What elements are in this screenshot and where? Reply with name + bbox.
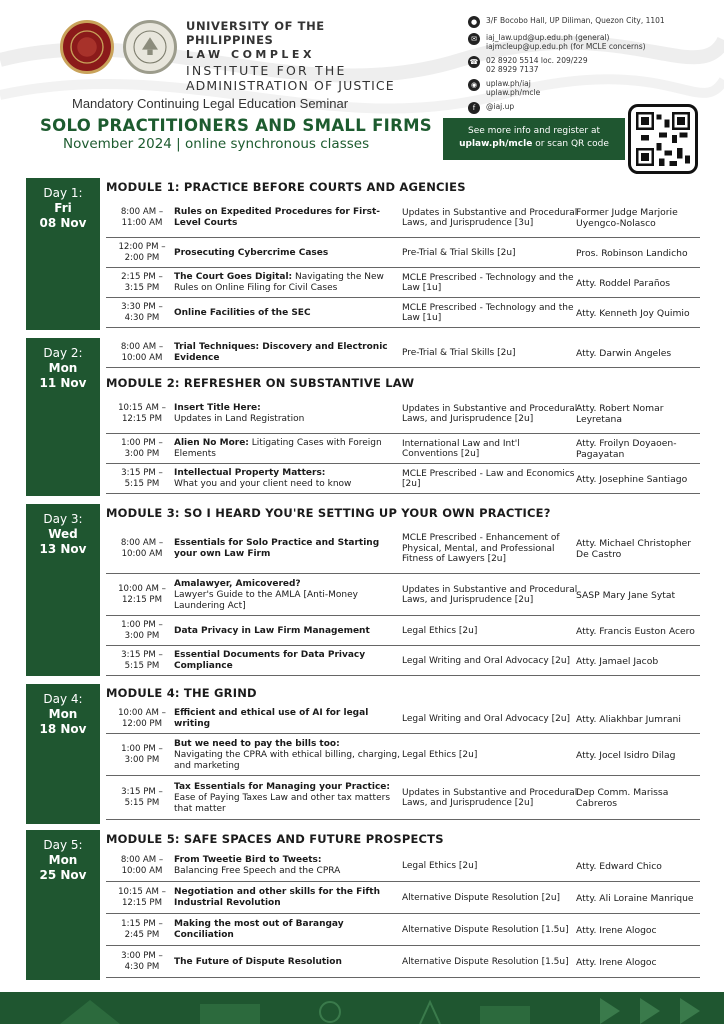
day-date: 25 Nov [39,868,87,882]
session-time: 3:15 PM – 5:15 PM [121,650,163,671]
session-credit: MCLE Prescribed - Technology and the Law [1u] [402,272,574,293]
session-credit: Legal Ethics [2u] [402,625,478,636]
footer-banner [0,992,724,1024]
session-row [106,646,700,676]
session-time: 3:15 PM – 5:15 PM [121,468,163,489]
session-row [106,198,700,238]
header [0,0,724,180]
session-title: Essentials for Solo Practice and Starting your own Law Firm [174,538,380,559]
up-seal-logo [60,20,114,74]
session-row [106,914,700,946]
session-time: 2:15 PM – 3:15 PM [121,272,163,293]
module-title: MODULE 5: SAFE SPACES AND FUTURE PROSPECTS [106,832,444,846]
session-time: 10:00 AM – 12:15 PM [118,584,166,605]
day-label [26,178,100,330]
session-speaker: Atty. Kenneth Joy Quimio [576,307,690,319]
day-weekday: Mon [48,707,78,721]
session-row [106,268,700,298]
day-label [26,684,100,824]
day-number: Day 1: [43,186,83,200]
session-title: The Court Goes Digital: Navigating the New Rules on Online Filing for Civil Cases [174,272,384,293]
session-row [106,704,700,734]
session-speaker: Atty. Roddel Paraños [576,277,671,289]
session-speaker: Atty. Edward Chico [576,860,662,872]
day-date: 11 Nov [39,376,87,390]
web-iaj[interactable]: uplaw.ph/iaj [486,79,531,88]
day-block [26,504,700,676]
session-speaker: Dep Comm. Marissa Cabreros [576,787,669,809]
session-time: 1:00 PM – 3:00 PM [121,620,163,641]
session-title: From Tweetie Bird to Tweets: Balancing Free Speech and the CPRA [174,855,341,876]
session-title: Online Facilities of the SEC [174,307,311,318]
session-title: Insert Title Here: Updates in Land Registration [174,403,305,424]
session-credit: International Law and Int'l Conventions [2u] [402,438,520,459]
footer-decoration [0,992,724,1024]
session-credit: Updates in Substantive and Procedural Laws, and Jurisprudence [3u] [402,207,578,228]
session-title: But we need to pay the bills too: Navigating the CPRA with ethical billing, charging, and marketing [174,738,400,771]
session-credit: Legal Writing and Oral Advocacy [2u] [402,713,571,724]
institution-name [186,19,396,93]
session-credit: Alternative Dispute Resolution [1.5u] [402,956,569,967]
email-icon: ✉ [468,33,480,45]
session-row [106,574,700,616]
session-credit: Updates in Substantive and Procedural Laws, and Jurisprudence [2u] [402,787,578,808]
session-time: 1:15 PM – 2:45 PM [121,919,163,940]
day-number: Day 3: [43,512,83,526]
session-row [106,298,700,328]
day-number: Day 2: [43,346,83,360]
register-link[interactable]: uplaw.ph/mcle [459,139,533,149]
session-title: The Future of Dispute Resolution [174,956,342,967]
session-speaker: Atty. Irene Alogoc [576,924,657,936]
college-of-law-seal-logo [123,20,177,74]
session-title: Trial Techniques: Discovery and Electronic Evidence [174,342,388,363]
day-weekday: Mon [48,361,78,375]
session-speaker: Atty. Francis Euston Acero [576,625,695,637]
session-speaker: Atty. Irene Alogoc [576,956,657,968]
session-time: 10:15 AM – 12:15 PM [118,403,166,424]
session-credit: MCLE Prescribed - Law and Economics [2u] [402,468,575,489]
day-number: Day 4: [43,692,83,706]
day-date: 18 Nov [39,722,87,736]
session-row [106,238,700,268]
session-row [106,734,700,776]
session-speaker: Atty. Josephine Santiago [576,473,688,485]
session-time: 8:00 AM – 10:00 AM [120,538,164,559]
register-banner [443,118,625,160]
session-speaker: Atty. Aliakhbar Jumrani [576,713,681,725]
session-row [106,850,700,882]
module-title: MODULE 4: THE GRIND [106,686,257,700]
day-weekday: Wed [48,527,78,541]
session-row [106,776,700,820]
session-credit: Pre-Trial & Trial Skills [2u] [402,347,516,358]
seminar-title: SOLO PRACTITIONERS AND SMALL FIRMS [40,116,432,135]
day-block [26,338,700,496]
session-speaker: SASP Mary Jane Sytat [576,589,676,601]
phone-2: 02 8929 7137 [486,65,539,74]
email-general[interactable]: iaj_law.upd@up.edu.ph (general) [486,33,610,42]
session-credit: Updates in Substantive and Procedural Laws, and Jurisprudence [2u] [402,584,578,605]
session-credit: Alternative Dispute Resolution [2u] [402,892,561,903]
day-weekday: Mon [48,853,78,867]
session-title: Essential Documents for Data Privacy Compliance [174,650,366,671]
day-label [26,504,100,676]
session-time: 3:00 PM – 4:30 PM [121,951,163,972]
session-row [106,616,700,646]
session-speaker: Atty. Jocel Isidro Dilag [576,749,676,761]
law-complex-name: LAW COMPLEX [186,48,315,61]
session-title: Making the most out of Barangay Conciliation [174,919,344,940]
module-title: MODULE 3: SO I HEARD YOU'RE SETTING UP YOUR OWN PRACTICE? [106,506,551,520]
session-time: 12:00 PM – 2:00 PM [118,242,166,263]
session-row [106,394,700,434]
register-line2: or scan QR code [532,139,609,149]
session-time: 10:00 AM – 12:00 PM [118,708,166,729]
location-pin-icon: ● [468,16,480,28]
session-speaker: Pros. Robinson Landicho [576,247,688,259]
globe-icon: ◉ [468,79,480,91]
phone-1: 02 8920 5514 loc. 209/229 [486,56,588,65]
institute-name-line1: INSTITUTE FOR THE [186,63,347,78]
session-time: 8:00 AM – 11:00 AM [120,207,164,228]
session-row [106,338,700,368]
module-title: MODULE 1: PRACTICE BEFORE COURTS AND AGENCIES [106,180,466,194]
session-title: Rules on Expedited Procedures for First-Level Courts [174,207,381,228]
session-title: Amalawyer, Amicovered? Lawyer's Guide to the AMLA [Anti-Money Laundering Act] [174,578,358,611]
session-speaker: Atty. Darwin Angeles [576,347,672,359]
session-time: 3:15 PM – 5:15 PM [121,787,163,808]
session-time: 3:30 PM – 4:30 PM [121,302,163,323]
qr-code[interactable] [628,104,698,174]
session-credit: Alternative Dispute Resolution [1.5u] [402,924,569,935]
module-title: MODULE 2: REFRESHER ON SUBSTANTIVE LAW [106,376,415,390]
web-mcle[interactable]: uplaw.ph/mcle [486,88,541,97]
session-credit: Legal Ethics [2u] [402,860,478,871]
session-credit: Legal Writing and Oral Advocacy [2u] [402,655,571,666]
session-title: Prosecuting Cybercrime Cases [174,247,329,258]
facebook-icon: f [468,102,480,114]
session-speaker: Former Judge Marjorie Uyengco-Nolasco [576,207,678,229]
address-text: 3/F Bocobo Hall, UP Diliman, Quezon City, 1101 [486,16,665,25]
session-speaker: Atty. Ali Loraine Manrique [576,892,694,904]
day-block [26,178,700,330]
session-row [106,434,700,464]
day-date: 13 Nov [39,542,87,556]
day-label [26,830,100,980]
day-block [26,830,700,980]
seminar-date-line: November 2024 | online synchronous classes [63,136,370,152]
session-credit: Pre-Trial & Trial Skills [2u] [402,247,516,258]
session-time: 1:00 PM – 3:00 PM [121,744,163,765]
day-date: 08 Nov [39,216,87,230]
session-row [106,882,700,914]
session-speaker: Atty. Jamael Jacob [576,655,659,667]
institute-name-line2: ADMINISTRATION OF JUSTICE [186,78,395,93]
seminar-type: Mandatory Continuing Legal Education Seminar [72,96,349,111]
session-speaker: Atty. Robert Nomar Leyretana [576,403,664,425]
session-credit: Legal Ethics [2u] [402,749,478,760]
session-title: Negotiation and other skills for the Fifth Industrial Revolution [174,887,381,908]
day-weekday: Fri [54,201,72,215]
session-time: 8:00 AM – 10:00 AM [120,855,164,876]
social-handle[interactable]: @iaj.up [486,102,515,111]
session-row [106,524,700,574]
session-title: Intellectual Property Matters: What you and your client need to know [174,468,352,489]
session-title: Alien No More: Litigating Cases with Foreign Elements [174,438,382,459]
session-speaker: Atty. Froilyn Doyaoen-Pagayatan [576,438,677,460]
phone-icon: ☎ [469,58,479,66]
session-row [106,464,700,494]
session-time: 8:00 AM – 10:00 AM [120,342,164,363]
day-number: Day 5: [43,838,83,852]
register-line1: See more info and register at [468,126,600,136]
session-title: Data Privacy in Law Firm Management [174,625,370,636]
session-row [106,946,700,978]
email-mcle[interactable]: iajmcleup@up.edu.ph (for MCLE concerns) [486,42,646,51]
day-label [26,338,100,496]
session-time: 10:15 AM – 12:15 PM [118,887,166,908]
session-speaker: Atty. Michael Christopher De Castro [576,538,692,560]
session-time: 1:00 PM – 3:00 PM [121,438,163,459]
session-title: Tax Essentials for Managing your Practice: Ease of Paying Taxes Law and other tax matters that matter [174,781,391,814]
session-title: Efficient and ethical use of AI for legal writing [174,708,369,729]
day-block [26,684,700,824]
session-credit: Updates in Substantive and Procedural Laws, and Jurisprudence [2u] [402,403,578,424]
session-credit: MCLE Prescribed - Technology and the Law [1u] [402,302,574,323]
university-name: UNIVERSITY OF THE PHILIPPINES [186,19,325,47]
session-credit: MCLE Prescribed - Enhancement of Physical, Mental, and Professional Fitness of Lawyers [2u] [402,533,560,565]
